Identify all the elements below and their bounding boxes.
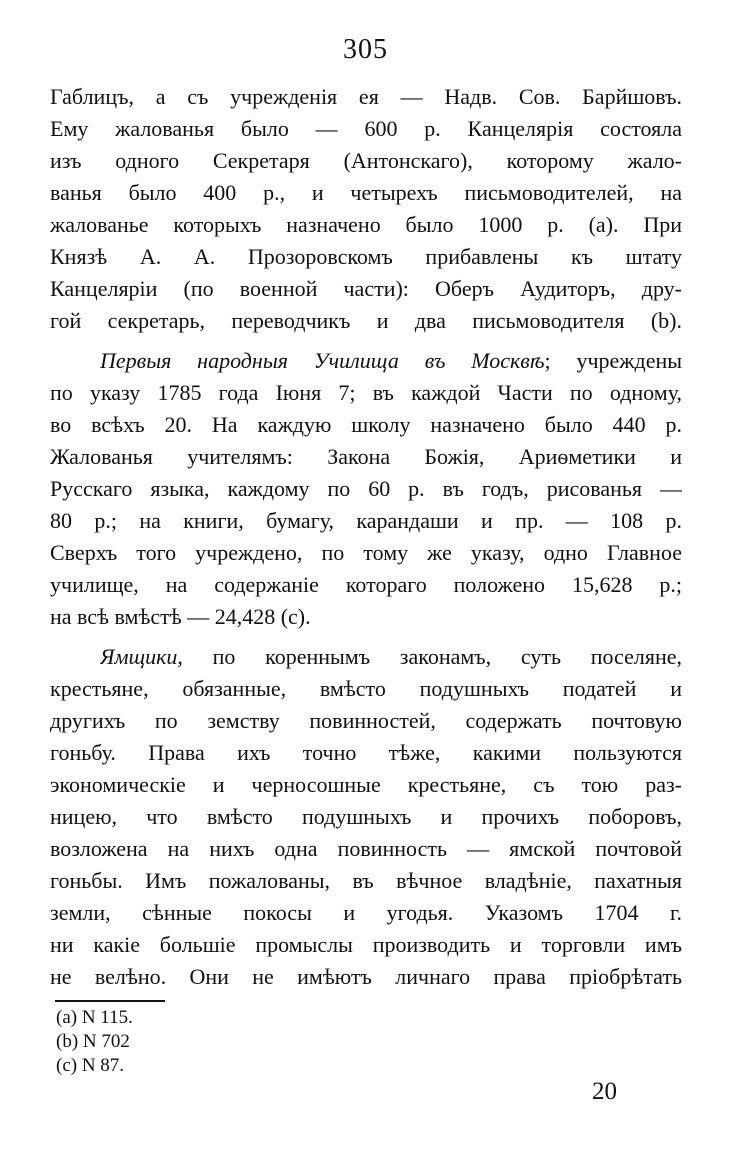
text-line: Канцеляріи (по военной части): Оберъ Аудиторъ, дру- — [50, 276, 682, 301]
paragraph-first-line — [100, 642, 682, 672]
footnote: (b) N 702 — [56, 1031, 130, 1052]
text-line: ванья было 400 р., и четырехъ письмоводителей, на — [50, 180, 682, 205]
text-line: другихъ по земству повинностей, содержать почтовую — [50, 708, 682, 733]
text-line: Сверхъ того учреждено, по тому же указу, одно Главное — [50, 540, 682, 565]
text-line: Ему жалованья было — 600 р. Канцелярія состояла — [50, 116, 682, 141]
text-line: экономическіе и черносошные крестьяне, съ тою раз- — [50, 772, 682, 797]
text-run: , по кореннымъ законамъ, суть поселяне, — [177, 644, 682, 669]
text-line: ни какіе большіе промыслы производить и торговли имъ — [50, 932, 682, 957]
text-line: крестьяне, обязанные, вмѣсто подушныхъ податей и — [50, 676, 682, 701]
text-run: ; учреждены — [544, 348, 682, 373]
footnote-divider — [55, 1000, 165, 1002]
signature-mark: 20 — [592, 1078, 617, 1105]
text-line: Русскаго языка, каждому по 60 р. въ годъ, рисованья — — [50, 476, 682, 501]
text-line: изъ одного Секретаря (Антонскаго), которому жало- — [50, 148, 682, 173]
text-line: ницею, что вмѣсто подушныхъ и прочихъ поборовъ, — [50, 804, 682, 829]
text-line: Жалованья учителямъ: Закона Божія, Ариѳметики и — [50, 444, 682, 469]
text-line: гой секретарь, переводчикъ и два письмоводителя (b). — [50, 308, 682, 333]
text-line: Князѣ А. А. Прозоровскомъ прибавлены къ штату — [50, 244, 682, 269]
text-line: гоньбу. Права ихъ точно тѣже, какими пользуются — [50, 740, 682, 765]
text-line: не велѣно. Они не имѣютъ личнаго права пріобрѣтать — [50, 964, 682, 989]
italic-heading: Первыя народныя Училища въ Москвѣ — [100, 348, 545, 373]
footnote: (с) N 87. — [56, 1055, 125, 1076]
footnote: (а) N 115. — [56, 1007, 133, 1028]
text-line: по указу 1785 года Іюня 7; въ каждой Части по одному, — [50, 380, 682, 405]
text-line: 80 р.; на книги, бумагу, карандаши и пр. — 108 р. — [50, 508, 682, 533]
text-line: возложена на нихъ одна повинность — ямской почтовой — [50, 836, 682, 861]
text-line: гоньбы. Имъ пожалованы, въ вѣчное владѣніе, пахатныя — [50, 868, 682, 893]
text-line: Габлицъ, а съ учрежденія ея — Надв. Сов. Барйшовъ. — [50, 84, 682, 109]
text-line: жалованье которыхъ назначено было 1000 р. (а). При — [50, 212, 682, 237]
text-line: училище, на содержаніе котораго положено 15,628 р.; — [50, 572, 682, 597]
paragraph-first-line — [100, 346, 682, 376]
text-line: земли, сѣнные покосы и угодья. Указомъ 1704 г. — [50, 900, 682, 925]
text-line: во всѣхъ 20. На каждую школу назначено было 440 р. — [50, 412, 682, 437]
text-line: на всѣ вмѣстѣ — 24,428 (с). — [50, 604, 311, 629]
italic-heading: Ямщики — [100, 644, 178, 669]
page-number: 305 — [343, 34, 388, 65]
